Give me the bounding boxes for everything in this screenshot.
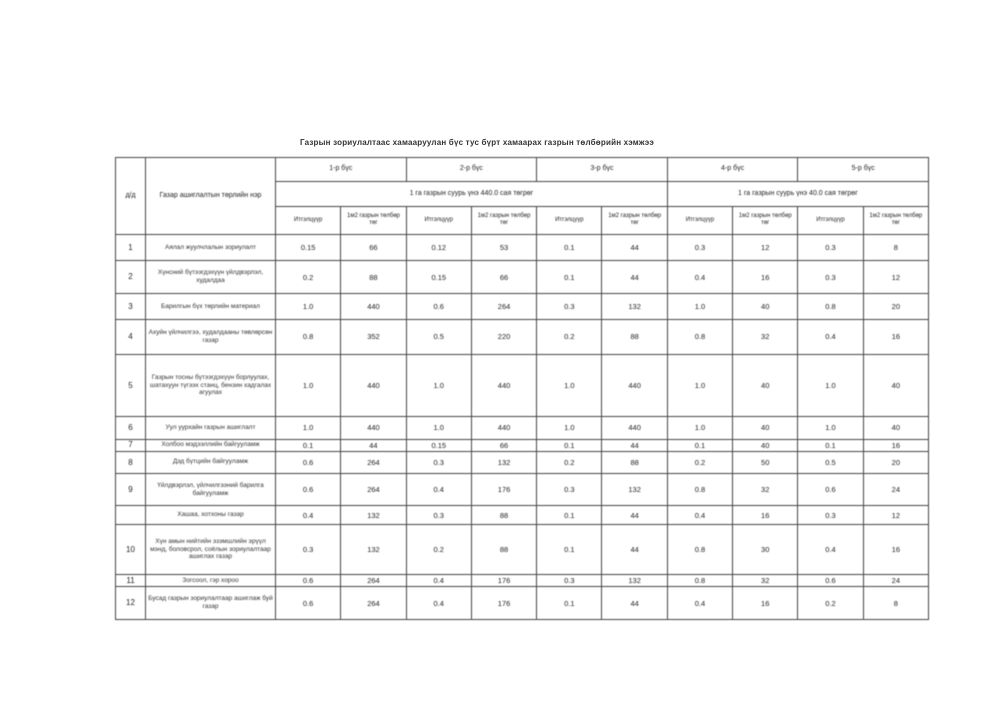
coef-cell: 0.3 <box>537 575 602 587</box>
table-body <box>116 235 929 620</box>
fee-cell: 264 <box>471 293 536 319</box>
coef-cell: 0.3 <box>798 235 863 261</box>
fee-header: 1м2 газрын төлбөр төг <box>733 206 798 234</box>
row-number: 5 <box>116 354 146 417</box>
row-number: 7 <box>116 439 146 451</box>
fee-cell: 132 <box>602 293 667 319</box>
coef-cell: 0.5 <box>406 320 471 354</box>
coef-cell: 0.4 <box>667 261 732 293</box>
coef-cell: 0.15 <box>276 235 341 261</box>
coef-cell: 0.2 <box>406 524 471 575</box>
base-price-left: 1 га газрын суурь үнэ 440.0 сая төгрөг <box>276 182 668 206</box>
land-fee-table <box>115 157 929 620</box>
fee-cell: 40 <box>733 417 798 439</box>
coef-cell: 0.8 <box>798 293 863 319</box>
coef-cell: 0.1 <box>537 261 602 293</box>
coef-cell: 1.0 <box>667 354 732 417</box>
row-name: Барилгын бүх төрлийн материал <box>146 293 276 319</box>
coef-cell: 0.6 <box>276 587 341 620</box>
coef-cell: 0.3 <box>798 506 863 524</box>
fee-cell: 32 <box>733 474 798 506</box>
coef-cell: 0.2 <box>537 451 602 473</box>
fee-cell: 440 <box>602 354 667 417</box>
fee-cell: 8 <box>863 587 928 620</box>
coef-cell: 0.4 <box>798 320 863 354</box>
fee-cell: 44 <box>602 506 667 524</box>
coef-cell: 0.1 <box>667 439 732 451</box>
coef-cell: 0.15 <box>406 439 471 451</box>
fee-cell: 16 <box>863 439 928 451</box>
fee-header: 1м2 газрын төлбөр төг <box>341 206 406 234</box>
table-row <box>116 261 929 293</box>
row-number: 4 <box>116 320 146 354</box>
coef-cell: 0.4 <box>667 506 732 524</box>
fee-cell: 66 <box>471 261 536 293</box>
coef-cell: 1.0 <box>276 293 341 319</box>
coef-cell: 0.2 <box>798 587 863 620</box>
coef-cell: 0.1 <box>537 524 602 575</box>
coef-cell: 0.1 <box>798 439 863 451</box>
fee-cell: 53 <box>471 235 536 261</box>
fee-cell: 16 <box>733 506 798 524</box>
row-number: 10 <box>116 524 146 575</box>
fee-cell: 88 <box>471 506 536 524</box>
coef-cell: 0.1 <box>537 506 602 524</box>
coef-cell: 0.4 <box>798 524 863 575</box>
row-name: Аялал жуулчлалын зориулалт <box>146 235 276 261</box>
fee-cell: 30 <box>733 524 798 575</box>
table-row <box>116 474 929 506</box>
fee-cell: 12 <box>863 261 928 293</box>
fee-cell: 132 <box>602 474 667 506</box>
fee-cell: 16 <box>733 587 798 620</box>
coef-cell: 0.4 <box>276 506 341 524</box>
fee-cell: 440 <box>341 354 406 417</box>
coef-cell: 0.2 <box>276 261 341 293</box>
fee-cell: 132 <box>341 524 406 575</box>
fee-cell: 66 <box>341 235 406 261</box>
row-number: 11 <box>116 575 146 587</box>
fee-cell: 88 <box>471 524 536 575</box>
table-row <box>116 451 929 473</box>
table-row <box>116 506 929 524</box>
coef-header: Итгэлцүүр <box>537 206 602 234</box>
row-number: 3 <box>116 293 146 319</box>
coef-cell: 0.2 <box>667 451 732 473</box>
coef-cell: 0.6 <box>798 474 863 506</box>
coef-cell: 0.5 <box>798 451 863 473</box>
table-row <box>116 235 929 261</box>
fee-cell: 44 <box>602 235 667 261</box>
fee-cell: 50 <box>733 451 798 473</box>
fee-cell: 132 <box>341 506 406 524</box>
base-price-right: 1 га газрын суурь үнэ 40.0 сая төгрөг <box>667 182 928 206</box>
fee-cell: 16 <box>733 261 798 293</box>
row-number: 8 <box>116 451 146 473</box>
fee-cell: 44 <box>602 439 667 451</box>
coef-cell: 0.8 <box>667 320 732 354</box>
fee-header: 1м2 газрын төлбөр төг <box>863 206 928 234</box>
fee-cell: 264 <box>341 451 406 473</box>
coef-cell: 1.0 <box>276 417 341 439</box>
coef-cell: 0.3 <box>276 524 341 575</box>
fee-cell: 16 <box>863 320 928 354</box>
coef-cell: 1.0 <box>798 354 863 417</box>
fee-header: 1м2 газрын төлбөр төг <box>602 206 667 234</box>
row-name: Уул уурхайн газрын ашиглалт <box>146 417 276 439</box>
coef-header: Итгэлцүүр <box>406 206 471 234</box>
fee-cell: 44 <box>602 524 667 575</box>
row-name: Хүн амын нийтийн эзэмшлийн эрүүл мэнд, боловсрол, соёлын зориулалтаар ашиглах газар <box>146 524 276 575</box>
coef-cell: 0.6 <box>276 575 341 587</box>
coef-cell: 0.3 <box>406 506 471 524</box>
num-column-header: д/д <box>116 158 146 235</box>
fee-cell: 352 <box>341 320 406 354</box>
fee-cell: 40 <box>733 354 798 417</box>
zone-header-5: 5-р бүс <box>798 158 929 182</box>
row-name: Бусад газрын зориулалтаар ашиглаж буй газар <box>146 587 276 620</box>
row-number: 12 <box>116 587 146 620</box>
fee-cell: 440 <box>471 417 536 439</box>
fee-cell: 16 <box>863 524 928 575</box>
fee-cell: 24 <box>863 575 928 587</box>
table-row <box>116 417 929 439</box>
coef-cell: 0.6 <box>406 293 471 319</box>
coef-cell: 0.3 <box>537 293 602 319</box>
fee-cell: 20 <box>863 293 928 319</box>
row-name: Хүнсний бүтээгдэхүүн үйлдвэрлэл, худалдаа <box>146 261 276 293</box>
zone-header-4: 4-р бүс <box>667 158 798 182</box>
fee-cell: 264 <box>341 587 406 620</box>
coef-cell: 0.3 <box>537 474 602 506</box>
fee-cell: 440 <box>602 417 667 439</box>
coef-cell: 1.0 <box>276 354 341 417</box>
fee-cell: 40 <box>863 354 928 417</box>
fee-cell: 44 <box>602 261 667 293</box>
coef-cell: 0.8 <box>667 575 732 587</box>
fee-cell: 20 <box>863 451 928 473</box>
fee-cell: 176 <box>471 587 536 620</box>
fee-cell: 88 <box>602 451 667 473</box>
coef-cell: 1.0 <box>406 354 471 417</box>
table-row <box>116 524 929 575</box>
fee-cell: 32 <box>733 320 798 354</box>
fee-cell: 32 <box>733 575 798 587</box>
coef-cell: 1.0 <box>798 417 863 439</box>
fee-cell: 40 <box>863 417 928 439</box>
fee-cell: 132 <box>471 451 536 473</box>
coef-cell: 0.8 <box>276 320 341 354</box>
fee-cell: 24 <box>863 474 928 506</box>
coef-cell: 0.12 <box>406 235 471 261</box>
coef-cell: 1.0 <box>667 417 732 439</box>
fee-cell: 12 <box>863 506 928 524</box>
coef-cell: 1.0 <box>537 354 602 417</box>
zone-header-3: 3-р бүс <box>537 158 668 182</box>
fee-cell: 66 <box>471 439 536 451</box>
coef-cell: 0.3 <box>798 261 863 293</box>
coef-cell: 0.1 <box>537 587 602 620</box>
row-name: Хашаа, хотхоны газар <box>146 506 276 524</box>
fee-cell: 176 <box>471 575 536 587</box>
fee-cell: 88 <box>341 261 406 293</box>
fee-cell: 88 <box>602 320 667 354</box>
fee-header: 1м2 газрын төлбөр төг <box>471 206 536 234</box>
coef-cell: 1.0 <box>667 293 732 319</box>
coef-cell: 0.1 <box>537 439 602 451</box>
coef-cell: 0.3 <box>406 451 471 473</box>
coef-cell: 0.6 <box>276 451 341 473</box>
fee-cell: 40 <box>733 293 798 319</box>
coef-cell: 0.3 <box>667 235 732 261</box>
coef-header: Итгэлцүүр <box>667 206 732 234</box>
coef-cell: 1.0 <box>406 417 471 439</box>
row-number: 6 <box>116 417 146 439</box>
fee-cell: 220 <box>471 320 536 354</box>
coef-cell: 0.6 <box>798 575 863 587</box>
row-number: 9 <box>116 474 146 506</box>
document-title: Газрын зориулалтаас хамааруулан бүс тус бүрт хамаарах газрын төлбөрийн хэмжээ <box>300 138 654 147</box>
row-name: Ахуйн үйлчилгээ, худалдааны төвлөрсөн газар <box>146 320 276 354</box>
coef-cell: 0.4 <box>406 474 471 506</box>
name-column-header: Газар ашиглалтын төрлийн нэр <box>146 158 276 235</box>
fee-cell: 440 <box>341 293 406 319</box>
row-name: Дэд бүтцийн байгууламж <box>146 451 276 473</box>
row-name: Үйлдвэрлэл, үйлчилгээний барилга байгууламж <box>146 474 276 506</box>
row-number: 1 <box>116 235 146 261</box>
coef-cell: 0.4 <box>406 575 471 587</box>
fee-cell: 44 <box>341 439 406 451</box>
table-row <box>116 439 929 451</box>
zone-header-1: 1-р бүс <box>276 158 407 182</box>
coef-cell: 0.8 <box>667 524 732 575</box>
row-number <box>116 506 146 524</box>
coef-cell: 0.4 <box>406 587 471 620</box>
fee-cell: 40 <box>733 439 798 451</box>
fee-cell: 44 <box>602 587 667 620</box>
table-row <box>116 293 929 319</box>
fee-cell: 12 <box>733 235 798 261</box>
row-number: 2 <box>116 261 146 293</box>
fee-cell: 440 <box>341 417 406 439</box>
coef-cell: 0.2 <box>537 320 602 354</box>
fee-cell: 264 <box>341 575 406 587</box>
fee-cell: 176 <box>471 474 536 506</box>
row-name: Газрын тосны бүтээгдэхүүн борлуулах, шатахуун түгээх станц, бензин хадгалах агуулах <box>146 354 276 417</box>
table-row <box>116 587 929 620</box>
coef-cell: 1.0 <box>537 417 602 439</box>
coef-header: Итгэлцүүр <box>798 206 863 234</box>
row-name: Зогсоол, гэр хороо <box>146 575 276 587</box>
table-row <box>116 320 929 354</box>
table-row <box>116 354 929 417</box>
row-name: Холбоо мэдээллийн байгууламж <box>146 439 276 451</box>
coef-cell: 0.1 <box>537 235 602 261</box>
coef-cell: 0.15 <box>406 261 471 293</box>
fee-cell: 440 <box>471 354 536 417</box>
table-row <box>116 575 929 587</box>
coef-cell: 0.8 <box>667 474 732 506</box>
fee-cell: 264 <box>341 474 406 506</box>
coef-cell: 0.6 <box>276 474 341 506</box>
zone-header-row <box>116 158 929 182</box>
zone-header-2: 2-р бүс <box>406 158 537 182</box>
coef-header: Итгэлцүүр <box>276 206 341 234</box>
coef-cell: 0.4 <box>667 587 732 620</box>
fee-cell: 8 <box>863 235 928 261</box>
coef-cell: 0.1 <box>276 439 341 451</box>
fee-cell: 132 <box>602 575 667 587</box>
